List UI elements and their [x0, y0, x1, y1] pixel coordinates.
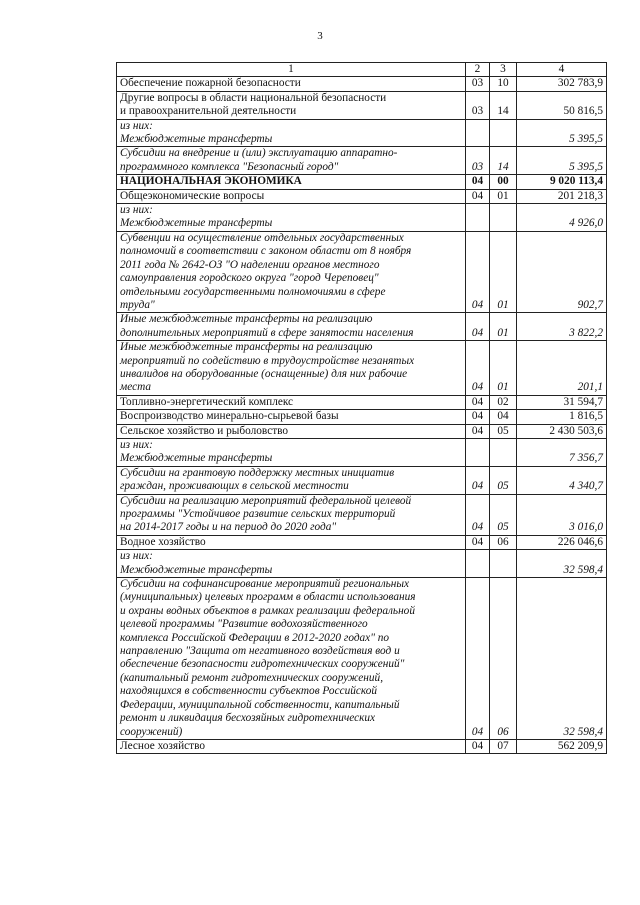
row-name: из них: Межбюджетные трансферты — [117, 550, 466, 578]
table-row — [117, 739, 607, 753]
row-amount: 32 598,4 — [517, 550, 607, 578]
row-section: 03 — [466, 91, 490, 119]
table-row — [117, 466, 607, 494]
row-subsection: 04 — [490, 410, 517, 424]
table-row — [117, 147, 607, 175]
row-amount: 5 395,5 — [517, 119, 607, 147]
table-body — [117, 77, 607, 754]
row-section: 04 — [466, 410, 490, 424]
row-subsection — [490, 204, 517, 232]
row-subsection: 10 — [490, 77, 517, 91]
table-row — [117, 410, 607, 424]
row-subsection: 06 — [490, 535, 517, 549]
budget-table — [116, 62, 607, 754]
row-subsection: 01 — [490, 189, 517, 203]
row-section — [466, 438, 490, 466]
row-section — [466, 550, 490, 578]
table-row — [117, 578, 607, 740]
row-name: Иные межбюджетные трансферты на реализацию дополнительных мероприятий в сфере занятости населения — [117, 313, 466, 341]
row-section: 04 — [466, 535, 490, 549]
row-section: 03 — [466, 77, 490, 91]
table-header-row — [117, 63, 607, 77]
row-subsection: 01 — [490, 231, 517, 312]
row-subsection: 02 — [490, 395, 517, 409]
table-row — [117, 189, 607, 203]
row-amount: 4 340,7 — [517, 466, 607, 494]
row-name: Водное хозяйство — [117, 535, 466, 549]
row-name: Обеспечение пожарной безопасности — [117, 77, 466, 91]
row-subsection — [490, 438, 517, 466]
row-section: 04 — [466, 341, 490, 396]
row-name: Общеэкономические вопросы — [117, 189, 466, 203]
row-section: 04 — [466, 313, 490, 341]
header-col-1: 1 — [117, 63, 466, 77]
row-subsection: 14 — [490, 147, 517, 175]
table-row — [117, 119, 607, 147]
row-section: 04 — [466, 424, 490, 438]
row-amount: 902,7 — [517, 231, 607, 312]
row-section: 04 — [466, 175, 490, 189]
row-amount: 302 783,9 — [517, 77, 607, 91]
table-row — [117, 231, 607, 312]
row-section: 04 — [466, 739, 490, 753]
row-subsection: 05 — [490, 494, 517, 535]
row-subsection: 06 — [490, 578, 517, 740]
row-amount: 562 209,9 — [517, 739, 607, 753]
row-section: 04 — [466, 395, 490, 409]
row-amount: 4 926,0 — [517, 204, 607, 232]
row-amount: 1 816,5 — [517, 410, 607, 424]
row-amount: 32 598,4 — [517, 578, 607, 740]
row-amount: 5 395,5 — [517, 147, 607, 175]
row-name: Лесное хозяйство — [117, 739, 466, 753]
row-subsection: 14 — [490, 91, 517, 119]
row-section: 03 — [466, 147, 490, 175]
row-name: Сельское хозяйство и рыболовство — [117, 424, 466, 438]
header-col-2: 2 — [466, 63, 490, 77]
row-amount: 3 822,2 — [517, 313, 607, 341]
header-col-3: 3 — [490, 63, 517, 77]
table-row — [117, 535, 607, 549]
row-subsection: 07 — [490, 739, 517, 753]
row-section: 04 — [466, 578, 490, 740]
table-row — [117, 341, 607, 396]
row-amount: 2 430 503,6 — [517, 424, 607, 438]
row-amount: 226 046,6 — [517, 535, 607, 549]
row-subsection: 01 — [490, 313, 517, 341]
table-row — [117, 550, 607, 578]
row-amount: 201,1 — [517, 341, 607, 396]
header-col-4: 4 — [517, 63, 607, 77]
row-subsection — [490, 119, 517, 147]
row-name: Субсидии на реализацию мероприятий федеральной целевой программы "Устойчивое развитие сельских территорий на 2014-2017 годы и на период до 2020 года" — [117, 494, 466, 535]
row-amount: 7 356,7 — [517, 438, 607, 466]
row-name: Топливно-энергетический комплекс — [117, 395, 466, 409]
table-row — [117, 313, 607, 341]
row-subsection — [490, 550, 517, 578]
row-amount: 9 020 113,4 — [517, 175, 607, 189]
row-name: Воспроизводство минерально-сырьевой базы — [117, 410, 466, 424]
row-name: Субсидии на грантовую поддержку местных инициатив граждан, проживающих в сельской местности — [117, 466, 466, 494]
row-subsection: 05 — [490, 424, 517, 438]
table-row — [117, 204, 607, 232]
table-row — [117, 438, 607, 466]
table-row — [117, 175, 607, 189]
row-name: Другие вопросы в области национальной безопасности и правоохранительной деятельности — [117, 91, 466, 119]
row-subsection: 01 — [490, 341, 517, 396]
row-subsection: 00 — [490, 175, 517, 189]
table-row — [117, 424, 607, 438]
table-row — [117, 395, 607, 409]
row-name: из них: Межбюджетные трансферты — [117, 204, 466, 232]
row-section — [466, 204, 490, 232]
row-name: Иные межбюджетные трансферты на реализацию мероприятий по содействию в трудоустройстве незанятых инвалидов на оборудованные (оснащенные) для них рабочие места — [117, 341, 466, 396]
table-row — [117, 494, 607, 535]
row-name: Субсидии на внедрение и (или) эксплуатацию аппаратно- программного комплекса "Безопасный город" — [117, 147, 466, 175]
row-subsection: 05 — [490, 466, 517, 494]
table-row — [117, 77, 607, 91]
row-name: Субсидии на софинансирование мероприятий региональных (муниципальных) целевых программ в области использования и охраны водных объектов в рамках реализации федеральной целевой программы "Развитие водохозяйственного комплекса Российской Федерации в 2012-2020 годах" по направлению "Защита от негативного воздействия вод и обеспечение безопасности гидротехнических сооружений" (капитальный ремонт гидротехнических сооружений, находящихся в собственности субъектов Российской Федерации, муниципальной собственности, капитальный ремонт и ликвидация бесхозяйных гидротехнических сооружений) — [117, 578, 466, 740]
row-name: из них: Межбюджетные трансферты — [117, 438, 466, 466]
table-row — [117, 91, 607, 119]
row-section: 04 — [466, 494, 490, 535]
row-section — [466, 119, 490, 147]
row-name: из них: Межбюджетные трансферты — [117, 119, 466, 147]
row-amount: 31 594,7 — [517, 395, 607, 409]
row-section: 04 — [466, 466, 490, 494]
row-name: НАЦИОНАЛЬНАЯ ЭКОНОМИКА — [117, 175, 466, 189]
row-name: Субвенции на осуществление отдельных государственных полномочий в соответствии с законом области от 8 ноября 2011 года № 2642-ОЗ "О наделении органов местного самоуправления городского округа "город Череповец" отдельными государственными полномочиями в сфере труда" — [117, 231, 466, 312]
row-amount: 201 218,3 — [517, 189, 607, 203]
row-section: 04 — [466, 189, 490, 203]
row-section: 04 — [466, 231, 490, 312]
row-amount: 50 816,5 — [517, 91, 607, 119]
page-number: 3 — [317, 30, 323, 42]
row-amount: 3 016,0 — [517, 494, 607, 535]
